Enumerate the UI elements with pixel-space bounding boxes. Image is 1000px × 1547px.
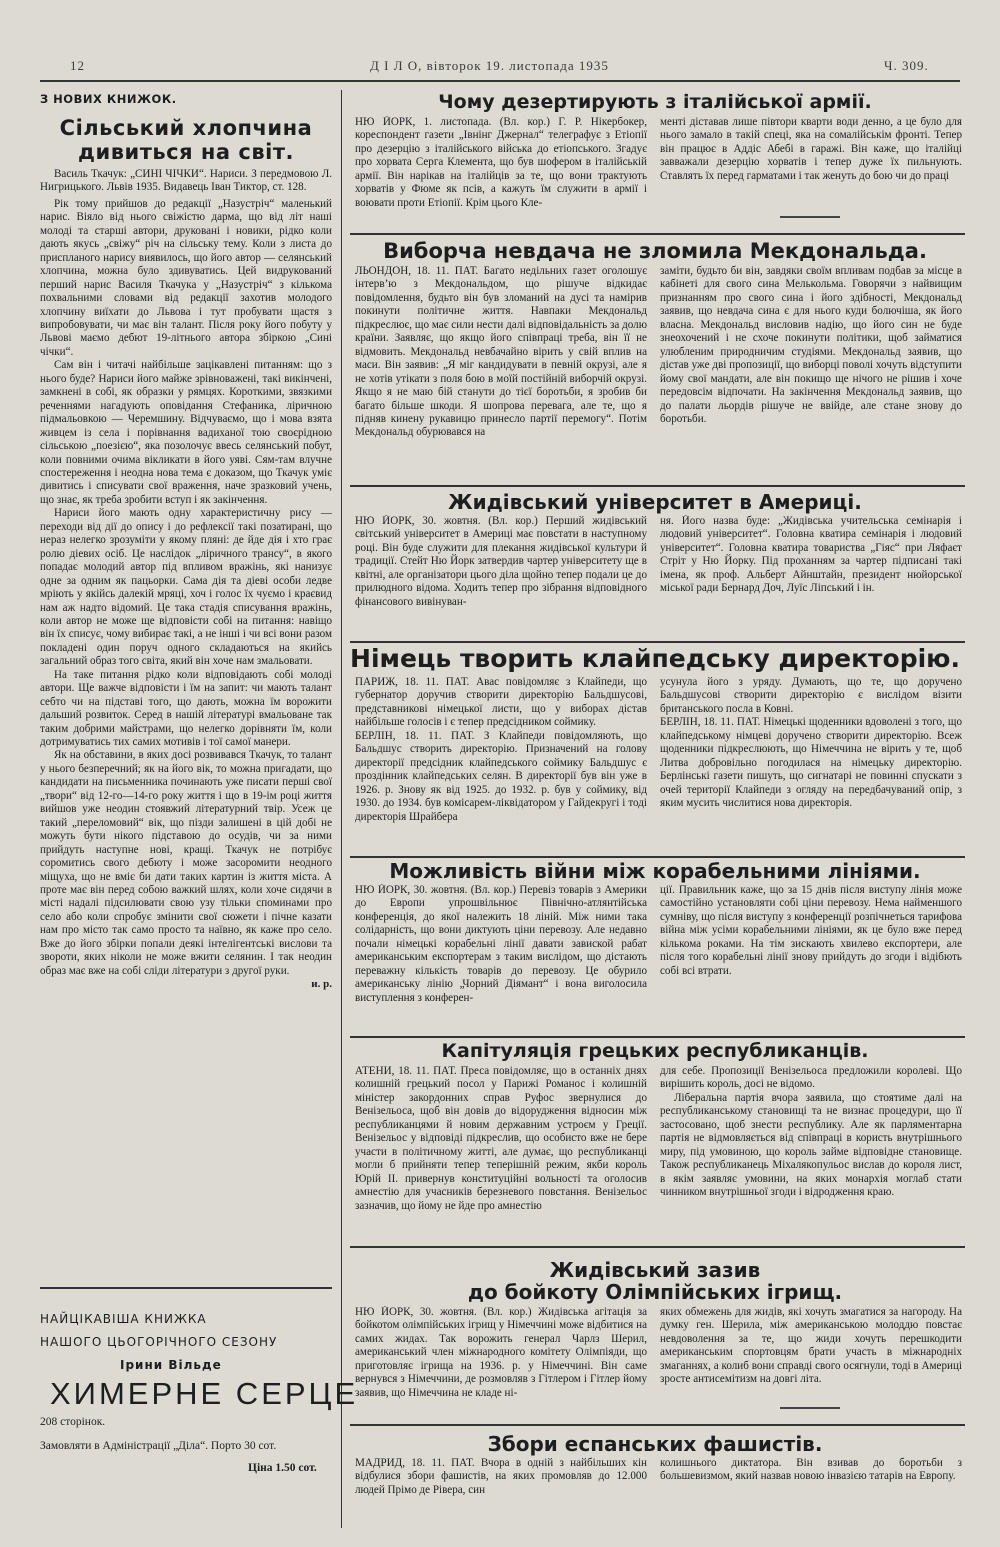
header-rule (40, 80, 960, 82)
column-divider (341, 90, 342, 1528)
article-separator (350, 856, 965, 858)
article-col: ня. Його назва буде: „Жидівська учительська семінарія і людовий університет“. Головна кватира семінарія і людовий університет“. Головна кватира товариства „Гіяс“ при Ляфаєт Стріт у Ню Йорку. Під проханням за чартер підписані такі імена, як проф. Альберт Айнштайн, президент нюйорської міської ради Бернард Доч, Луїс Ліпський і ін. (660, 515, 962, 595)
article-col: яких обмежень для жидів, які хочуть змагатися за нагороду. На думку ген. Шерила, між американською молоддю повстає невдоволення за те, що жиди хочуть перешкодити американським спортовцям брати участь в міжнародніх змаганнях, а колиб вони справді свого осягнули, тоді в Америці зросте антисемітизм на довгі літа. (660, 1306, 962, 1386)
article-col: усунула його з уряду. Думають, що те, що доручено Бальдшусові створити директорію є вислідом візити британського посла в Ковні. БЕРЛІН, 18. 11. ПАТ. Німецькі щоденники вдоволені з того, що клайпедському німцеві доручено створити директорію. Всеж щоденники підкреслюють, що Німеччина не вірить у те, щоб Литва добровільно погодилася на німецьку директорію. Берлінські газети пишуть, що сигнатарі не повинні спускати з очей території Клайпеди з огляду на передбачуваний опір, з яким мусить числитися нова директорія. (660, 676, 962, 810)
article-title: Німець творить клайпедську директорію. (350, 644, 960, 673)
article-col: НЮ ЙОРК, 30. жовтня. (Вл. кор.) Перший жидівський світський університет в Америці має повстати в наступному році. Він буде служити для плекання жидівської культури й традиції. Стейт Ню Йорк затвердив чартер університету ще в квітні, але організатори цього діла щойно тепер подали це до прилюдного відома. Ходить тепер про зібрання відповідного фінансового вивінуван- (355, 515, 647, 608)
article-separator (350, 233, 965, 235)
article-title: Чому дезертирують з італійської армії. (438, 91, 872, 113)
ad-line-1: НАЙЦІКАВІША КНИЖКА (40, 1312, 207, 1326)
article-col: МАДРИД, 18. 11. ПАТ. Вчора в одній з найбільших кін відбулися збори фашистів, на яких промовляв до 12.000 людей Прімо де Рівера, син (355, 1457, 647, 1496)
ad-order: Замовляти в Адміністрації „Діла“. Порто 30 сот. (40, 1440, 277, 1452)
article-col: ції. Правильник каже, що за 15 днів після виступу лінія може самостійно установляти собі ціни перевозу. Нема найменшого сумніву, що після виступу з конференції розпічнеться тарифова війна між усіми корабельними лініями, як це було вже перед кількома роками. На тім зискають хвилево експортери, але після того корабельні лінії знову прийдуть до згоди і відібють собі всі втрати. (660, 884, 962, 977)
article-end-rule (780, 1407, 840, 1409)
article-separator (350, 485, 965, 487)
article-title: Збори еспанських фашистів. (487, 1432, 823, 1456)
review-paragraph: Як на обставини, в яких досі розвивався Ткачук, то талант у нього безперечний; як на його вік, то можна пригадати, що кандидати на письменника починають уже писати перші свої „твори“ від 12-го—14-го року життя і що в 19-ім році життя вийшов уже неодин стоявжий літературний твір. Усеж це такий „переломовий“ вік, що пізди залишені в цій добі не можуть бути нікого підставою до осудів, чи за ними прийдуть наступне нові, кращі. Ткачук не потрібує соромитись свого дебюту і може засоромити неодного міщуха, що не вміє би дати таких картин із життя міста. А проте має він перед собою важкий шлях, коли хоче сидячи в місті надалі підсилювати свою узу тільки споминами про село або коли спробує змінити свої сюжети і пічне казати нам про місто так само просто та наївно, як каже про село. Вже до його збірки попали деякі інтелігентські вислови та звороти, яких ніколи не може вжити селянин. І так неодин образ має вже на собі сліди літератури з другої руки. (40, 749, 332, 977)
ad-line-2: НАШОГО ЦЬОГОРІЧНОГО СЕЗОНУ (40, 1335, 278, 1349)
article-col: менті діставав лише півтори кварти води денно, а це було для нього замало в такій спеці, яка на сомалійськім фронті. Тепер він працює в Аддіс Абебі в гаражі. Він каже, що італійці завважали дезерцію хорватів і тепер дуже їх пильнують. Ставлять їх перед гарматами і так женуть до бою чи до праці (660, 116, 962, 182)
article-separator (350, 641, 965, 643)
article-title: Жидівський університет в Америці. (448, 490, 862, 514)
review-signature: и. р. (311, 978, 332, 991)
ad-book-title: ХИМЕРНЕ СЕРЦЕ (50, 1376, 359, 1411)
article-col: НЮ ЙОРК, 30. жовтня. (Вл. кор.) Жидівська агітація за бойкотом олімпійських ігрищ у Німеччині може відбитися на самих жидах. Так ворожить генерал Чарлз Шерил, американський член міжнародного комітету Олімпіяди, що приготовляє ігрища на 1936. р. у Німеччині. Він саме вернувся з Німеччини, де розмовляв з Гітлером і Гітлер йому заявив, що Німеччина не кладе ні- (355, 1306, 647, 1399)
ad-author: Ірини Вільде (120, 1358, 222, 1372)
review-paragraph: Рік тому прийшов до редакції „Назустріч“ маленький нарис. Віяло від нього свіжістю дарма, що від літ наші молоді та старші автори, друковані і новики, рідко коли дають якусь „свіжу“ річ на сільську тему. Коли з листа до приспланого нарису виявилось, що його автор — селянський хлопчина, можна було здивуватись. Цей видрукований перший нарис Василя Ткачука у „Назустріч“ з кількома похвальними словами від редакції захотив молодого хлопчину виїхати до Львова і тут пробувати щастя з випробовувати, чи має він талант. Після року його побуту у Львові маємо дебют 19-літнього автора збіркою „Сині чічки“. (40, 197, 332, 358)
section-label: З НОВИХ КНИЖОК. (40, 92, 177, 106)
article-title-line-1: Жидівський зазив (549, 1258, 761, 1282)
article-col: колишнього диктатора. Він взивав до боротьби з большевизмом, який назвав новою інвазією татарів на Европу. (660, 1457, 962, 1483)
article-separator (350, 1036, 965, 1038)
book-review-column (40, 92, 332, 1272)
review-paragraph: Сам він і читачі найбільше зацікавлені питанням: що з нього буде? Нариси його майже зрівноважені, такі викінчені, замкнені в собі, як образки у рямцях. Короткими, звязкими реченнями нагадують оповідання Стефаника, ліричною підмальовкою — Черемшину. Відчуваємо, що і мова взята живцем із села і порівнання вадиханої тою своєрідною сільською „поезією“, яка позолочує ввесь селянський побут, коли повними очима вікликати в його уяві. Сям-там влучне спостереження і неодна нова тема є доказом, що Ткачук уміє дивитись і списувати свої враження, наче зразковий учень, що знає, як треба зробити вступ і як закінчення. (40, 359, 332, 506)
article-separator (350, 1424, 965, 1426)
review-paragraph: На таке питання рідко коли відповідають собі молоді автори. Ще важче відповісти і їм на запит: чи мають талант себто чи на підставі того, що дають, можна їм ворожити дальший розвиток. Серед в нашій літературі вмальоване так таким добрими майстрами, що нелегко дорівняти їм, коли дотримуватись тих самих мотивів і тої самої манери. (40, 668, 332, 749)
article-col: АТЕНИ, 18. 11. ПАТ. Преса повідомляє, що в останніх днях колишній грецький посол у Парижі Романос і колишній міністер закордонних справ Руфос звернулися до Венізельоса, щоб він довів до відорудження відносин між республиканцями й новим державним устроєм у Греції. Венізельос у відповіді підкреслив, що особисто вже не бере участи в політичному житті, але думає, що республиканці могли б прийняти тепер теперішній режим, якби король Юрій II. привернув конституційні вольності та оголосив амнестію для учасників березневого повстання. Венізельос зазначив, що йому не йде про амнестію (355, 1065, 647, 1212)
article-col: НЮ ЙОРК, 30. жовтня. (Вл. кор.) Перевіз товарів з Америки до Европи упрошвільнює Північно-атлянтійська конференція, до якої належить 18 ліній. Між ними така солідарність, що вони диктують ціни перевозу. Але недавно почали німецькі корабельні лінії давати завиской рабат американським експортерам з таким вислідом, що дістають переважну кількість товарів до перевозу. Це обурило американську лінію „Чорний Діямант“ і вона виголосила виступлення з конферен- (355, 884, 647, 1004)
ad-pages: 208 сторінок. (40, 1416, 106, 1428)
review-biblio: Василь Ткачук: „СИНІ ЧІЧКИ“. Нариси. З передмовою Л. Нигрицького. Львів 1935. Видавець Іван Тиктор, ст. 128. (40, 168, 332, 194)
article-separator (350, 1246, 965, 1248)
article-col: ПАРИЖ, 18. 11. ПАТ. Авас повідомляє з Клайпеди, що губернатор доручив створити директорію Бальдшусові, представникові німецької листи, що у виборах дістав найбільше голосів і є тепер предсідником соймику. БЕРЛІН, 18. 11. ПАТ. З Клайпеди повідомляють, що Бальдшус створить директорію. Призначений на голову директорії предсідник клайпедського соймику Бальдшус є проздінник клайпедських селян. В директорії був він уже в 1926. р. Знову як від 1925. до 1932. р. був у соймику, від 1930. до 1934. був комісарем-ліквідатором у Гайдекругі і тоді директорія Шрайбера (355, 676, 647, 823)
review-title-line-1: Сільський хлопчина (59, 116, 313, 140)
article-col: ЛЬОНДОН, 18. 11. ПАТ. Багато недільних газет оголошує інтерв’ю з Мекдональдом, що рішуче відкидає повідомлення, будьто він був зломаний на дусі та намірив покинути політичне життя. Навпаки Мекдональд підкреслює, що має сили нести далі відповідальність за долю країни. Заявляє, що якщо його співпраці треба, він її не відмовить. Мекдональд невбачайно вірить у свій вплив на маси. Він заявив: „Я міг кандидувати в певній окрузі, але я не хотів утікати з поля бою в моїй постійній виборчій окрузі. Якщо я не маю бій станути до тієї боротьби, я зробив би багато більше шкоди. Я шопрова перевага, але те, що я підняв кинену рукавицю принесло партії перемогу“. Потім Мекдональд обурювався на (355, 265, 647, 439)
article-col: НЮ ЙОРК, 1. листопада. (Вл. кор.) Г. Р. Нікербокер, кореспондент газети „Івнінг Джернал“ телеграфує з Етіопії про дезерцію з італійського війська до етіопського. Згадує про хорвата Серга Клемента, що був шофером в італійській армії. Він нарікав на італійців за те, що вони трактують хорватів у Фюме як псів, а кажуть їм служити в армії і воювати проти Етіопії. Крім цього Кле- (355, 116, 647, 209)
review-paragraph: Нариси його мають одну характеристичну рису — переходи від дії до опису і до рефлексії такі позатирані, що нераз нелегко зрозуміти у якому пляні: де йде дія і хто грає ролю діевих осіб. Це наслідок „ліричного трансу“, в якого попадає молодий автор під впливом вражінь, які нанизує одне за одним як пацьорки. Сама дія та діеві особи ледве мріють у якійсь далекій мряці, хоч і голос їх чуємо і краєвид нам аж надто відомий. Це така стадія списування вражінь, коли автор не може ще відповісти собі на питання: навіщо він їх списує, чому вибирає такі, а не інші і чи всі вони разом покладені один поруч одного складаються на якийсь загальний образ того світа, який він хоче нам змальовати. (40, 507, 332, 668)
article-title: Виборча невдача не зломила Мекдональда. (383, 239, 927, 263)
review-title-line-2: дивиться на світ. (78, 140, 294, 164)
masthead: Д І Л О, вівторок 19. листопада 1935 (370, 58, 609, 73)
article-col: для себе. Пропозиції Венізельоса предложили королеві. Що вирішить король, досі не відомо. Ліберальна партія вчора заявила, що стоятиме далі на республиканському становищі та не визнає процедури, що її застосовано, щоб знести республику. Але як парляментарна партія не відмовляється від співпраці в користь внутрішнього миру, під умовиною, що король займе відповідне становище. Також республиканець Міхалякопульос вислав до короля лист, в якім заявляє умовини, на яких монархія моглаб стати чинником внутрішньої згоди і відродження краю. (660, 1065, 962, 1199)
ad-price: Ціна 1.50 сот. (248, 1462, 317, 1474)
ad-rule (40, 1287, 332, 1289)
article-end-rule (780, 216, 840, 218)
article-col: заміти, будьто би він, завдяки своїм впливам подбав за місце в кабінеті для свого сина Мелькольма. Говорячи з найвищим признанням про свого сина і його здібності, Мекдональд заявив, що невдача сина є для нього куди болючіша, як його власна. Мекдональд висловив надію, що його син не буде знеохочений і не схоче покинути політики, щоб займатися улюбленим природничим студіями. Мекдональд заявив, що дістав уже дві пропозиції, що виборці поволі хочуть відступити йому свої мандати, але він покищо ще нічого не рішив і хоче передовсім відпочати. На закінчення Мекдональд заявив, що до палати льордів рішуче не ввійде, але стане знову до боротьби. (660, 265, 962, 425)
article-title: Капітуляція грецьких республиканців. (441, 1040, 869, 1062)
page-number: 12 (70, 58, 85, 73)
issue-number: Ч. 309. (884, 58, 929, 73)
article-title-line-2: до бойкоту Олімпійських ігрищ. (467, 1280, 843, 1304)
article-title: Можливість війни між корабельними лініями. (389, 859, 921, 883)
